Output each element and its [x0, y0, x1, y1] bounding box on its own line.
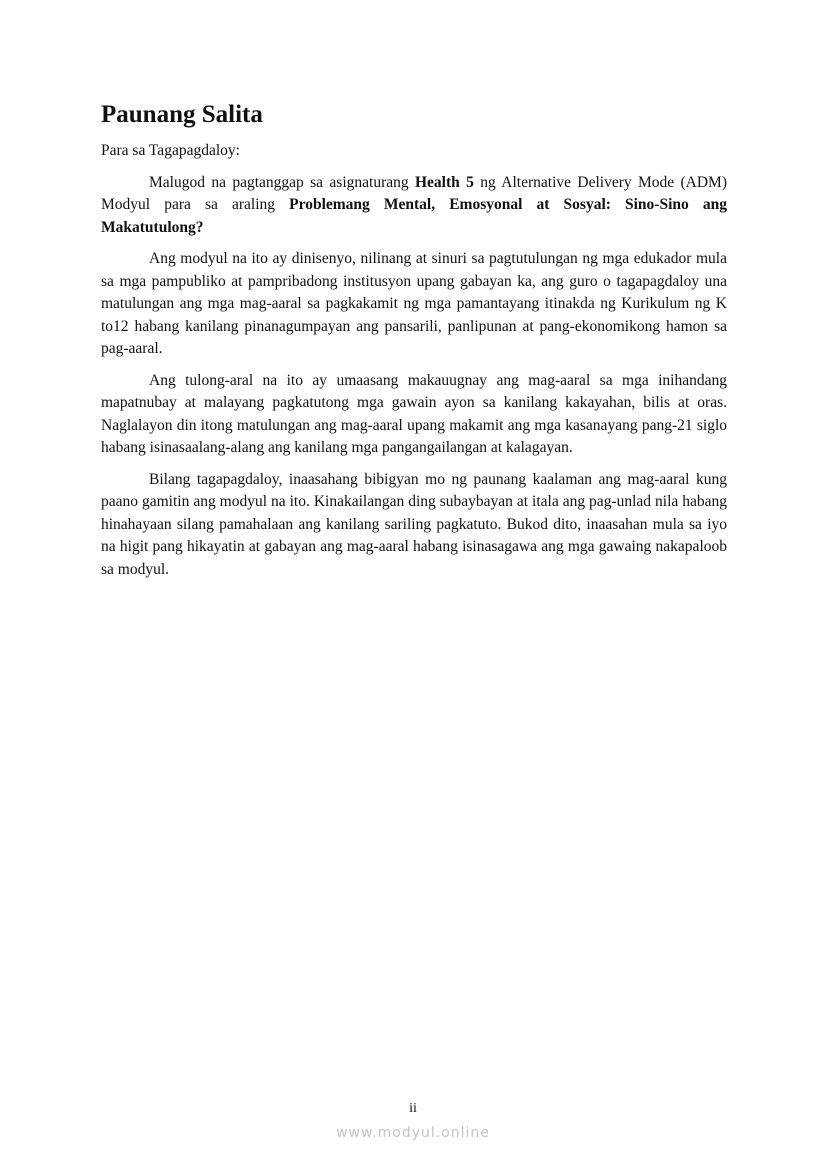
subject-name: Health 5: [415, 173, 474, 191]
page-title: Paunang Salita: [101, 101, 263, 128]
welcome-intro-text: Malugod na pagtanggap sa asignaturang: [149, 173, 415, 191]
page-number: ii: [409, 1101, 417, 1116]
welcome-middle-text: ng Alternative Delivery Mode (ADM) Modyul para sa araling: [101, 173, 727, 213]
paragraph-learning-aid: Ang tulong-aral na ito ay umaasang makauugnay ang mag-aaral sa mga inihandang mapatnubay at malayang pagkatutong mga gawain ayon sa kanilang kakayahan, bilis at oras. Naglalayon din itong matulungan ang mag-aaral upang makamit ang mga kasanayang pang-21 siglo habang isinasaalang-alang ang kanilang mga pangangailangan at kalagayan.: [101, 371, 727, 456]
paragraph-facilitator-role: Bilang tagapagdaloy, inaasahang bibigyan mo ng paunang kaalaman ang mag-aaral kung paano gamitin ang modyul na ito. Kinakailangan ding subaybayan at itala ang pag-unlad nila habang hinahayaan silang pamahalaan ang kanilang sariling pagkatuto. Bukod dito, inaasahan mula sa iyo na higit pang hikayatin at gabayan ang mag-aaral habang isinasagawa ang mga gawaing nakapaloob sa modyul.: [101, 470, 727, 578]
salutation: Para sa Tagapagdaloy:: [101, 142, 240, 159]
paragraph-welcome: [101, 172, 727, 240]
watermark: www.modyul.online: [336, 1125, 490, 1141]
document-page: [101, 100, 727, 590]
paragraph-module-design: Ang modyul na ito ay dinisenyo, nilinang at sinuri sa pagtutulungan ng mga edukador mula sa mga pampubliko at pampribadong institusyon upang gabayan ka, ang guro o tagapagdaloy una matulungan ang mga mag-aaral sa pagkakamit ng mga pamantayang itinakda ng Kurikulum ng K to12 habang kanilang pinanagumpayan ang pansarili, panlipunan at pang-ekonomikong hamon sa pag-aaral.: [101, 250, 727, 357]
lesson-title: Problemang Mental, Emosyonal at Sosyal: Sino-Sino ang Makatutulong?: [101, 196, 727, 236]
